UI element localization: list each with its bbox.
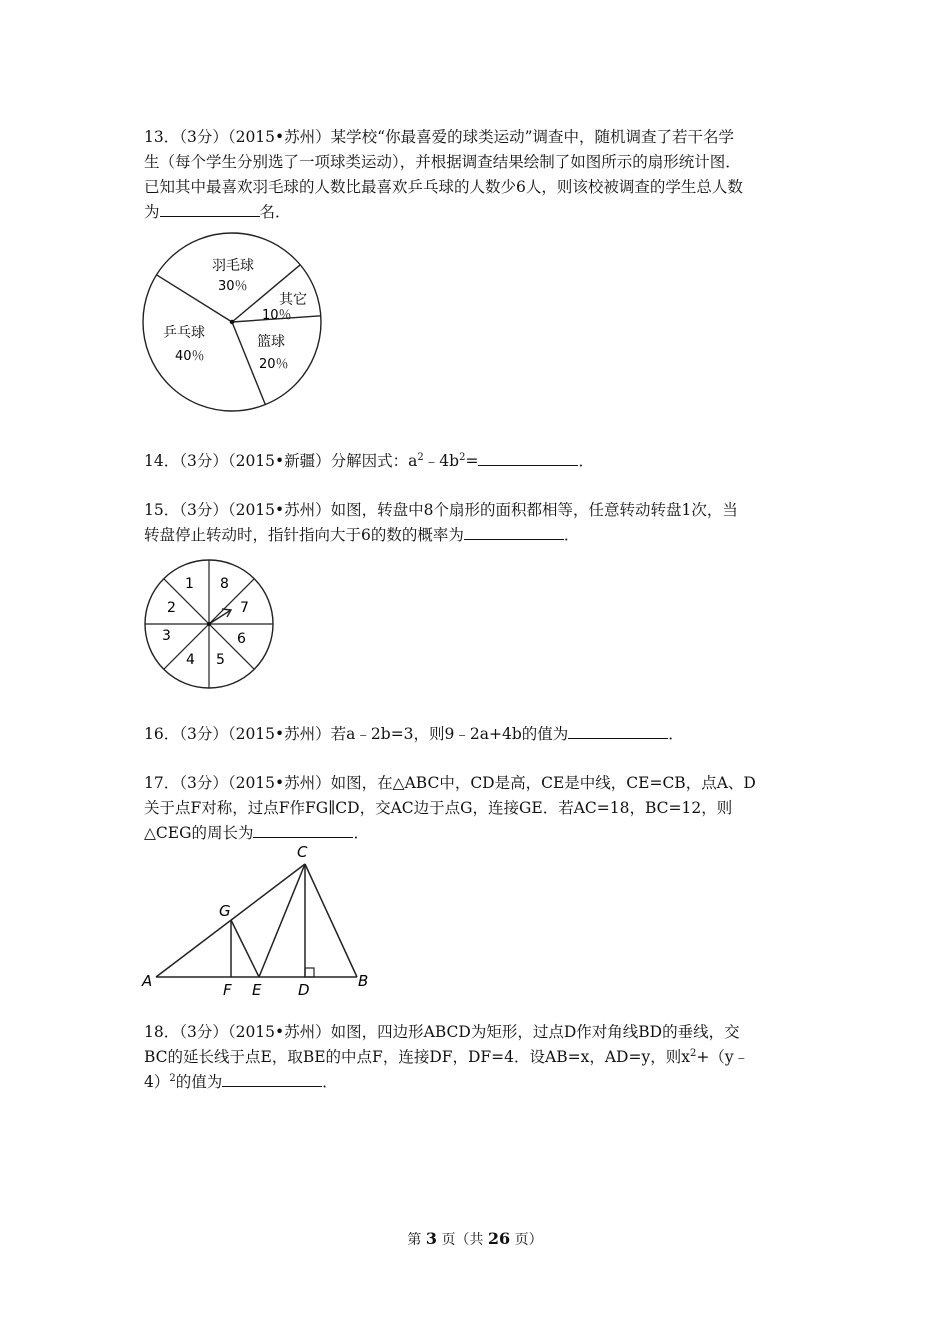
answer-blank-13[interactable]: [160, 201, 260, 217]
q18-line1: 18．（3分）（2015•苏州）如图，四边形ABCD为矩形，过点D作对角线BD的垂线，交: [144, 1023, 740, 1041]
triangle-diagram: [138, 840, 378, 1000]
point-label-B: B: [358, 972, 369, 990]
q15-post: ．: [563, 526, 580, 544]
pie-value-basketball: 20％: [259, 357, 289, 372]
answer-blank-16[interactable]: [568, 723, 668, 739]
spinner-number-4: 4: [186, 652, 195, 668]
right-angle-mark: [305, 968, 314, 977]
q15-line1: 15．（3分）（2015•苏州）如图，转盘中8个扇形的面积都相等，任意转动转盘1次，当: [144, 501, 738, 519]
pie-label-other: 其它: [279, 292, 307, 308]
q18-line2: BC的延长线于点E，取BE的中点F，连接DF，DF=4．设AB=x，AD=y，则x: [144, 1048, 690, 1066]
pie-center-dot: [230, 320, 234, 324]
page-footer: [0, 1229, 950, 1249]
point-label-E: E: [252, 981, 262, 999]
q17-post: ．: [353, 824, 369, 842]
pie-value-other: 10％: [262, 308, 292, 323]
q14-exp1: 2: [417, 451, 424, 463]
pie-label-pingpong: 乒乓球: [163, 325, 205, 341]
footer-mid: 页（共: [441, 1232, 484, 1248]
q13-line4-post: 名．: [259, 203, 291, 221]
answer-blank-18[interactable]: [222, 1071, 322, 1087]
footer-pre: 第: [407, 1232, 422, 1248]
spinner-number-5: 5: [216, 652, 225, 668]
question-16: [144, 722, 808, 747]
point-label-F: F: [223, 981, 232, 999]
q18-line3: 4）: [144, 1073, 170, 1091]
q14-exp2: 2: [459, 451, 466, 463]
question-17: [144, 771, 808, 846]
q17-line3: △CEG的周长为: [144, 824, 254, 842]
q17-line2: 关于点F对称，过点F作FG∥CD，交AC边于点G，连接GE．若AC=18，BC=12，则: [144, 799, 733, 817]
q13-line4-pre: 为: [144, 203, 160, 221]
pie-label-basketball: 篮球: [257, 334, 285, 350]
question-15: [144, 498, 808, 548]
answer-blank-15[interactable]: [464, 524, 564, 540]
spinner-number-8: 8: [220, 576, 229, 592]
spinner-center: [207, 622, 211, 626]
point-label-C: C: [297, 843, 308, 861]
pie-label-badminton: 羽毛球: [212, 258, 254, 274]
point-label-G: G: [219, 902, 231, 920]
q13-line3: 已知其中最喜欢羽毛球的人数比最喜欢乒乓球的人数少6人，则该校被调查的学生总人数: [144, 178, 743, 196]
question-13: [144, 125, 808, 225]
spinner-number-6: 6: [237, 631, 246, 647]
q18-line2-post: +（y﹣: [696, 1048, 750, 1066]
spinner-number-7: 7: [240, 600, 249, 616]
q14-post: ．: [578, 452, 594, 470]
spinner-diagram: [140, 558, 278, 692]
segment-CB: [305, 864, 357, 977]
q14-text: 14．（3分）（2015•新疆）分解因式：a: [144, 452, 418, 470]
segment-GE: [231, 920, 259, 977]
answer-blank-14[interactable]: [478, 450, 578, 466]
q17-line1: 17．（3分）（2015•苏州）如图，在△ABC中，CD是高，CE是中线，CE=CB，点A、D: [144, 774, 756, 792]
answer-blank-17[interactable]: [253, 822, 353, 838]
footer-post: 页）: [514, 1232, 543, 1248]
total-pages: 26: [487, 1229, 511, 1248]
q15-line2: 转盘停止转动时，指针指向大于6的数的概率为: [144, 526, 464, 544]
point-label-A: A: [142, 972, 153, 990]
q13-line4: [144, 200, 808, 225]
page-number: 3: [425, 1229, 437, 1248]
q16-post: ．: [668, 725, 684, 743]
pie-chart: [140, 230, 330, 416]
q13-line2: 生（每个学生分别选了一项球类运动），并根据调查结果绘制了如图所示的扇形统计图．: [144, 153, 741, 171]
q18-line3-mid: 的值为: [175, 1073, 223, 1091]
q18-post: ．: [322, 1073, 338, 1091]
q16-text: 16．（3分）（2015•苏州）若a﹣2b=3，则9﹣2a+4b的值为: [144, 725, 569, 743]
pie-value-badminton: 30％: [218, 279, 248, 294]
q14-eq: =: [465, 452, 479, 470]
question-18: [144, 1020, 808, 1095]
point-label-D: D: [298, 981, 310, 999]
q14-mid: ﹣4b: [423, 452, 460, 470]
q13-line1: 13．（3分）（2015•苏州）某学校“你最喜爱的球类运动”调查中，随机调查了若干名学: [144, 128, 735, 146]
q18-exp2: 2: [169, 1072, 176, 1084]
spinner-number-1: 1: [185, 576, 194, 592]
question-14: [144, 449, 808, 474]
pie-value-pingpong: 40％: [175, 349, 205, 364]
q18-exp1: 2: [689, 1047, 697, 1059]
spinner-number-3: 3: [162, 628, 171, 644]
spinner-number-2: 2: [167, 600, 176, 616]
